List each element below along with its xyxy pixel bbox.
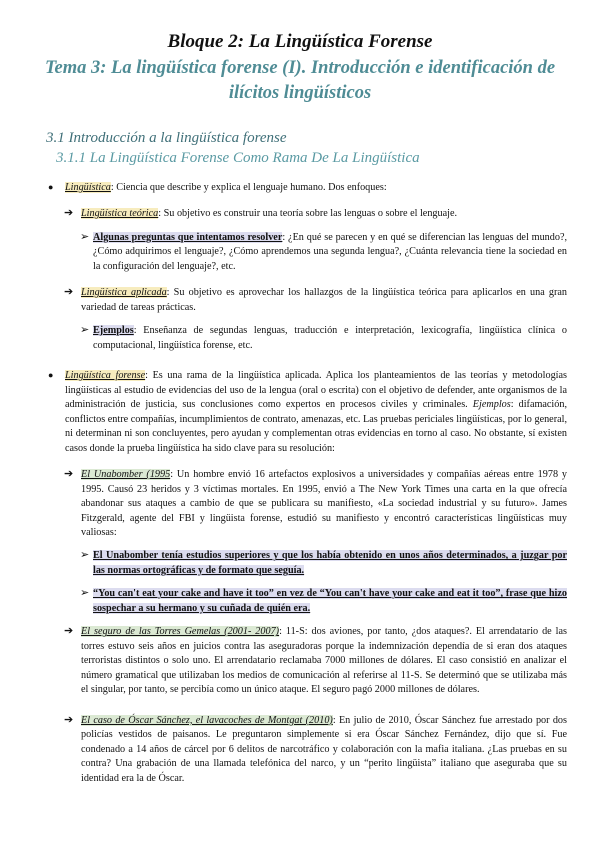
definition-text: : Es una rama de la lingüística aplicada. Aplica los planteamientos de las teorías y metodologías lingüísticas al estudio de evidencias del uso de la lengua (oral o escrita) con el objetivo de defender, ante organismos de la administración de justicia, sus conclusiones como expertos en procesos civiles y criminales. bbox=[65, 370, 567, 411]
bullet-icon: ● bbox=[48, 181, 54, 192]
chevron-icon: ➢ bbox=[80, 230, 90, 243]
term-linguistica-aplicada: Lingüística aplicada bbox=[81, 287, 167, 299]
definition-text: : ¿En qué se parecen y en qué se diferencian las lenguas del mundo?, ¿Cómo adquirimos el lenguaje?, ¿Cómo aprendemos una segunda lengua?, ¿Cuánta relevancia tiene la sociedad en la configuración del lenguaje?, etc. bbox=[93, 231, 568, 272]
list-item-unabomber bbox=[64, 468, 567, 540]
arrow-icon: ➔ bbox=[64, 713, 74, 726]
ejemplos-label: Ejemplos bbox=[472, 399, 511, 411]
term-oscar-sanchez: El caso de Óscar Sánchez, el lavacoches de Montgat (2010) bbox=[81, 714, 333, 726]
term-ejemplos: Ejemplos bbox=[93, 325, 134, 337]
unabomber-finding-1: El Unabomber tenía estudios superiores y que los había obtenido en unos años determinados, a juzgar por las normas ortográficas y de formato que seguía. bbox=[93, 550, 567, 576]
term-linguistica-teorica: Lingüística teórica bbox=[81, 208, 159, 220]
document-title: Bloque 2: La Lingüística Forense bbox=[167, 31, 433, 52]
list-item-linguistica-aplicada bbox=[64, 286, 567, 315]
case-text: : En julio de 2010, Óscar Sánchez fue arrestado por dos policías vestidos de paisanos. Le preguntaron simplemente si era Óscar Sánchez Fernández, dijo que sí. Fue condenado a 14 años de cárcel por 6 delitos de narcotráfico y colaboración con la mafia italiana. ¿Las pruebas en su contra? Una grabación de una llamada telefónica del narco, y un “perito lingüista” italiano que aseguraba que su identidad era la de Óscar. bbox=[81, 714, 567, 784]
title-block bbox=[0, 30, 600, 107]
arrow-icon: ➔ bbox=[64, 468, 74, 481]
section-heading: 3.1 Introducción a la lingüística forense bbox=[46, 129, 287, 146]
list-item-unabomber-estudios bbox=[80, 549, 567, 578]
list-item-linguistica bbox=[48, 181, 567, 195]
term-linguistica-forense: Lingüística forense bbox=[65, 370, 146, 382]
arrow-icon: ➔ bbox=[64, 286, 74, 299]
chevron-icon: ➢ bbox=[80, 324, 90, 337]
list-item-torres-gemelas bbox=[64, 625, 567, 697]
definition-text: : Ciencia que describe y explica el lenguaje humano. Dos enfoques: bbox=[110, 181, 387, 193]
definition-text: : Su objetivo es aprovechar los hallazgos de la lingüística teórica para aplicarlos en una gran variedad de tareas prácticas. bbox=[81, 287, 567, 313]
list-item-linguistica-teorica bbox=[64, 207, 567, 221]
list-item-linguistica-forense bbox=[48, 369, 567, 456]
document-subtitle: Tema 3: La lingüística forense (I). Introducción e identificación de ilícitos lingüísticos bbox=[44, 57, 556, 104]
list-item-unabomber-frase bbox=[80, 587, 567, 616]
term-unabomber: El Unabomber (1995 bbox=[81, 469, 171, 481]
term-linguistica: Lingüística bbox=[65, 181, 111, 193]
case-text: : 11-S: dos aviones, por tanto, ¿dos ataques?. El arrendatario de las torres estuvo seis años en juicios contra las aseguradoras porque la indemnización dependía de si eran dos ataques terroristas distintos o solo uno. El arrendatario reclamaba 7000 millones de dólares. El caso consistió en analizar el número gramatical que utilizaban los medios de comunicación al referirse al 11-S. Se determinó que se utilizaba más el singular, por tanto, se percibía como un único ataque. El seguro pagó 2000 millones de dólares. bbox=[81, 626, 567, 696]
term-preguntas: Algunas preguntas que intentamos resolver bbox=[93, 231, 283, 243]
arrow-icon: ➔ bbox=[64, 625, 74, 638]
unabomber-finding-2: “You can't eat your cake and have it too” en vez de “You can't have your cake and eat it too”, frase que hizo sospechar a su hermano y su cuñada de quién era. bbox=[93, 588, 567, 614]
subsection-heading: 3.1.1 La Lingüística Forense Como Rama De La Lingüística bbox=[56, 149, 420, 166]
definition-text: : Su objetivo es construir una teoría sobre las lenguas o sobre el lenguaje. bbox=[158, 208, 458, 220]
list-item-preguntas bbox=[80, 230, 568, 274]
definition-text-2: : difamación, conflictos entre compañías, incumplimientos de contrato, amenazas, etc. Las pruebas periciales lingüísticas, por lo general, ni determinan ni son concluyentes, pero ayudan y complementan otras evidencias en torno al caso. No obstante, sí existen casos donde la prueba lingüística ha sido clave para su resolución: bbox=[65, 399, 567, 454]
arrow-icon: ➔ bbox=[64, 207, 74, 220]
chevron-icon: ➢ bbox=[80, 549, 90, 562]
definition-text: : Enseñanza de segundas lenguas, traducción e interpretación, lexicografía, lingüística clínica o computacional, lingüística forense, etc. bbox=[93, 325, 567, 351]
list-item-oscar-sanchez bbox=[64, 713, 567, 786]
list-item-ejemplos bbox=[80, 324, 567, 353]
chevron-icon: ➢ bbox=[80, 587, 90, 600]
term-torres-gemelas: El seguro de las Torres Gemelas (2001- 2007) bbox=[81, 626, 280, 638]
bullet-icon: ● bbox=[48, 370, 54, 381]
case-text: : Un hombre envió 16 artefactos explosivos a universidades y compañías aéreas entre 1978 y 1995. Causó 23 heridos y 3 víctimas mortales. En 1995, envió a The New York Times una carta en la que ofrecía abandonar sus ataques a cambio de que se publicara su manifiesto, «La sociedad industrial y su futuro». James Fitzgerald, agente del FBI y lingüista forense, estudió su manifiesto y encontró características lingüísticas muy valiosas: bbox=[81, 469, 567, 538]
